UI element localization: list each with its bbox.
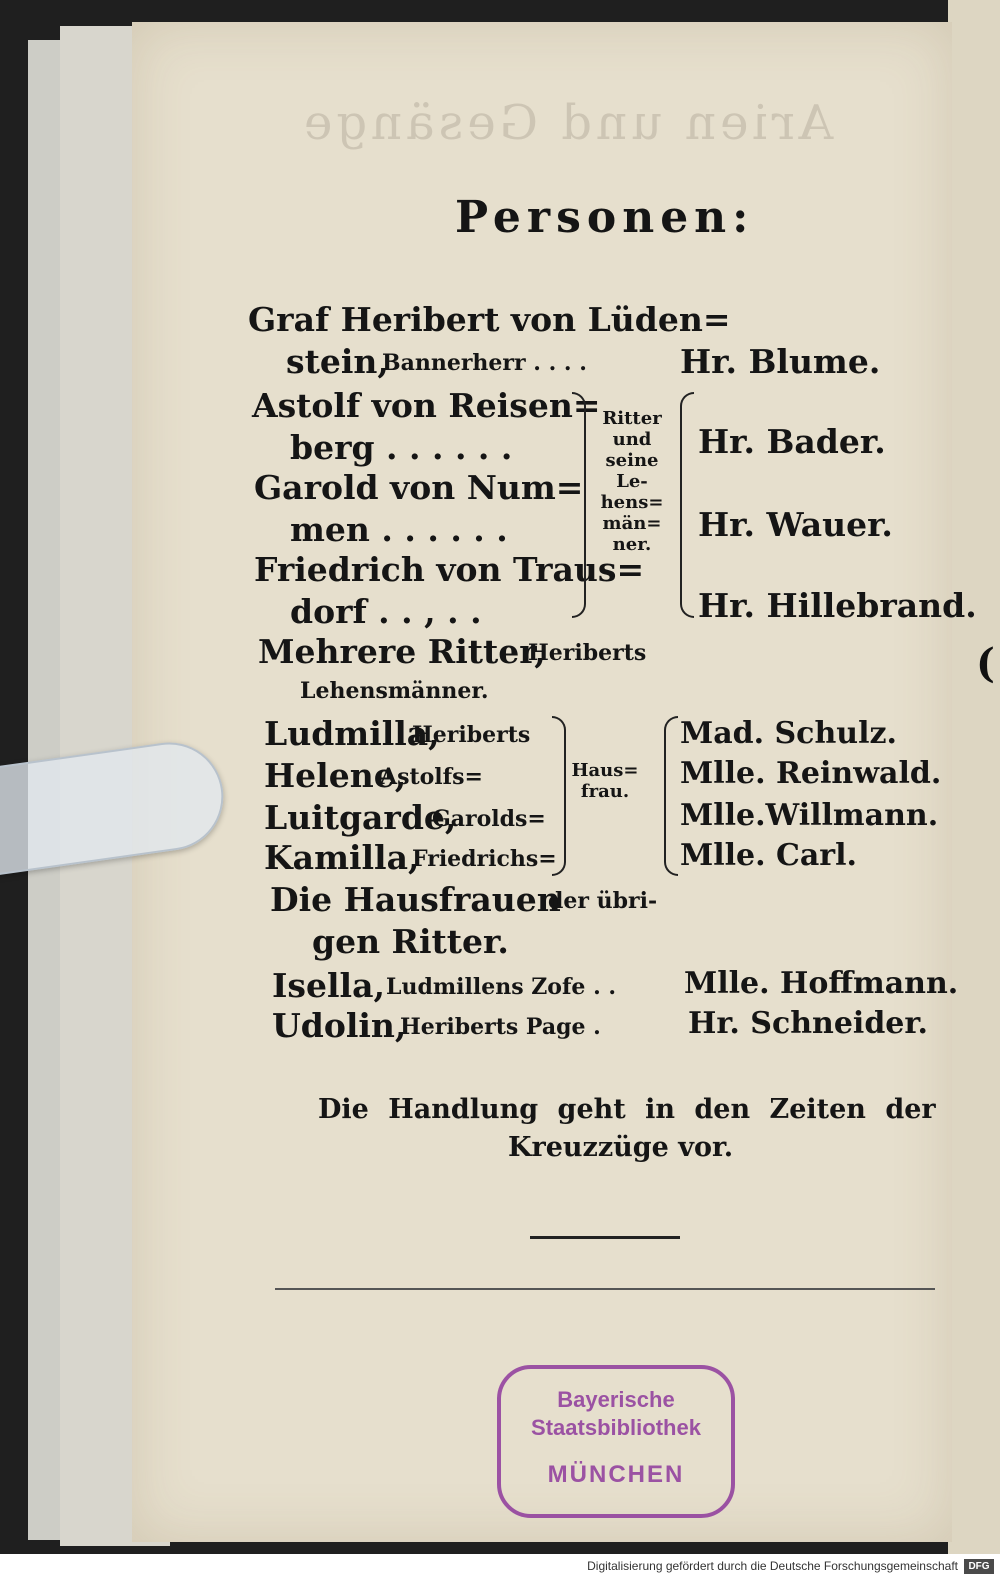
ritter-group-label xyxy=(592,408,672,555)
friedrich-line2: dorf . . , . . xyxy=(290,592,482,631)
ornamental-rule xyxy=(530,1236,680,1239)
hausfrau-group-label xyxy=(570,760,640,802)
actor-reinwald: Mlle. Reinwald. xyxy=(680,756,942,791)
dfg-logo-icon: DFG xyxy=(964,1559,994,1574)
garold-line2: men . . . . . . xyxy=(290,510,508,549)
page-divider xyxy=(275,1288,935,1290)
luitgarde-relation: Garolds= xyxy=(432,806,546,832)
isella-role: Ludmillens Zofe . . xyxy=(386,974,617,1000)
hausfrauen-line2: gen Ritter. xyxy=(312,922,509,961)
brace-left xyxy=(572,392,586,618)
ritter-group-word: Le- xyxy=(616,471,648,492)
kamilla-relation: Friedrichs= xyxy=(412,846,557,872)
kamilla-name: Kamilla, xyxy=(264,838,420,877)
ritter-group-word: und xyxy=(612,429,652,450)
hausfrau-group-word: Haus= xyxy=(571,760,639,781)
actor-blume: Hr. Blume. xyxy=(680,342,881,381)
hausfrauen-line1: Die Hausfrauen xyxy=(270,880,561,919)
ritter-group-word: män= xyxy=(602,513,662,534)
astolf-line2: berg . . . . . . xyxy=(290,428,513,467)
hausfrauen-line1b: der übri- xyxy=(548,888,658,914)
handlung-line2: Kreuzzüge vor. xyxy=(508,1132,734,1163)
isella-name: Isella, xyxy=(272,966,385,1005)
handlung-line1: Die Handlung geht in den Zeiten der xyxy=(318,1094,936,1125)
graf-role: Bannerherr . . . . xyxy=(382,350,587,376)
stamp-line2: Staatsbibliothek xyxy=(531,1415,701,1440)
ritter-group-word: Ritter xyxy=(602,408,662,429)
page-title: Personen: xyxy=(455,192,755,243)
brace-right-hausfrau xyxy=(664,716,678,876)
ritter-group-word: seine xyxy=(605,450,659,471)
library-stamp xyxy=(497,1365,735,1518)
mehrere-line1: Mehrere Ritter, xyxy=(258,632,546,671)
ritter-group-word: hens= xyxy=(600,492,664,513)
actor-willmann: Mlle.Willmann. xyxy=(680,798,939,833)
brace-left-hausfrau xyxy=(552,716,566,876)
brace-right xyxy=(680,392,694,618)
actor-schulz: Mad. Schulz. xyxy=(680,716,897,751)
footer-bar xyxy=(0,1554,1000,1580)
stamp-line1: Bayerische xyxy=(557,1387,675,1412)
adjacent-page-fragment: ( xyxy=(976,640,995,687)
udolin-role: Heriberts Page . xyxy=(400,1014,601,1040)
astolf-line1: Astolf von Reisen= xyxy=(252,386,601,425)
actor-hoffmann: Mlle. Hoffmann. xyxy=(684,966,959,1001)
show-through-text: Arien und Gesänge xyxy=(300,95,834,151)
ludmilla-relation: Heriberts xyxy=(412,722,531,748)
actor-wauer: Hr. Wauer. xyxy=(698,505,893,544)
actor-schneider: Hr. Schneider. xyxy=(688,1006,928,1041)
actor-bader: Hr. Bader. xyxy=(698,422,886,461)
mehrere-line1b: Heriberts xyxy=(528,640,647,666)
ritter-group-word: ner. xyxy=(612,534,652,555)
actor-carl: Mlle. Carl. xyxy=(680,838,857,873)
helene-name: Helene, xyxy=(264,756,407,795)
garold-line1: Garold von Num= xyxy=(254,468,584,507)
actor-hillebrand: Hr. Hillebrand. xyxy=(698,586,977,625)
udolin-name: Udolin, xyxy=(272,1006,407,1045)
stamp-line3: MÜNCHEN xyxy=(547,1461,685,1488)
footer-credit: Digitalisierung gefördert durch die Deutsche Forschungsgemeinschaft xyxy=(587,1559,958,1573)
graf-line1: Graf Heribert von Lüden= xyxy=(248,300,731,339)
graf-line2: stein, xyxy=(286,342,389,381)
adjacent-page xyxy=(948,0,1000,1560)
luitgarde-name: Luitgarde, xyxy=(264,798,457,837)
hausfrau-group-word: frau. xyxy=(580,781,630,802)
friedrich-line1: Friedrich von Traus= xyxy=(254,550,645,589)
ludmilla-name: Ludmilla, xyxy=(264,714,440,753)
mehrere-line2: Lehensmänner. xyxy=(300,678,489,704)
helene-relation: Astolfs= xyxy=(380,764,483,790)
